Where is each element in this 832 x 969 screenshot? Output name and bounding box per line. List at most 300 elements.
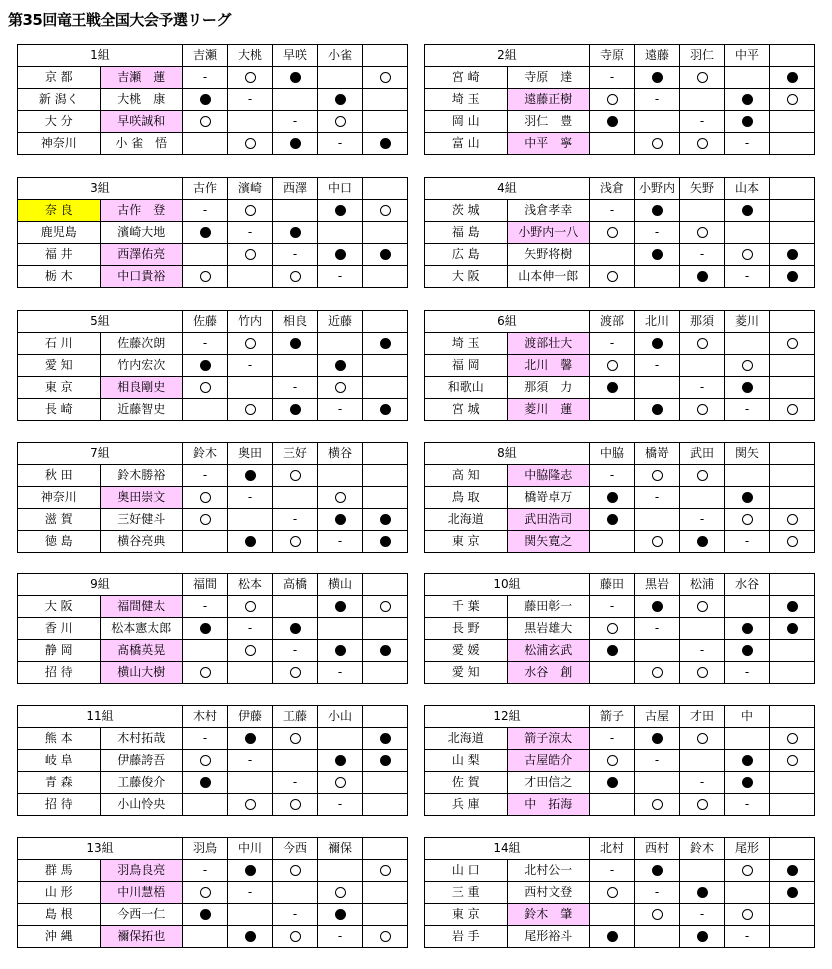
result-cell	[635, 266, 680, 288]
result-cell	[725, 662, 770, 684]
table-row	[18, 860, 408, 882]
player-name-cell: 小野内一八	[507, 222, 590, 244]
result-cell	[273, 662, 318, 684]
player-name-cell: 近藤智史	[100, 399, 183, 421]
group-table	[17, 442, 408, 553]
result-cell	[318, 487, 363, 509]
opponent-header: 古作	[183, 178, 228, 200]
result-cell	[363, 596, 408, 618]
result-cell	[183, 222, 228, 244]
opponent-header: 羽仁	[680, 45, 725, 67]
group-table	[17, 573, 408, 684]
group-table	[17, 705, 408, 816]
group-title: 5組	[18, 311, 183, 333]
result-cell	[590, 244, 635, 266]
result-cell	[635, 465, 680, 487]
opponent-header: 松本	[228, 574, 273, 596]
result-cell	[635, 509, 680, 531]
result-cell	[590, 333, 635, 355]
opponent-header: 寺原	[590, 45, 635, 67]
player-name-cell: 寺原 達	[507, 67, 590, 89]
white-circle-icon	[290, 667, 301, 678]
white-circle-icon	[245, 799, 256, 810]
white-circle-icon	[607, 271, 618, 282]
black-circle-icon	[652, 733, 663, 744]
dash-icon: -	[247, 490, 253, 504]
dash-icon: -	[292, 512, 298, 526]
prefecture-cell: 三 重	[425, 882, 508, 904]
black-circle-icon	[290, 227, 301, 238]
result-cell	[318, 200, 363, 222]
white-circle-icon	[200, 514, 211, 525]
result-cell	[725, 244, 770, 266]
black-circle-icon	[742, 205, 753, 216]
result-cell	[635, 860, 680, 882]
opponent-header: 才田	[680, 706, 725, 728]
white-circle-icon	[742, 865, 753, 876]
white-circle-icon	[742, 249, 753, 260]
result-cell	[635, 222, 680, 244]
result-cell	[183, 133, 228, 155]
player-name-cell: 禰保拓也	[100, 926, 183, 948]
dash-icon: -	[247, 92, 253, 106]
result-cell	[635, 487, 680, 509]
white-circle-icon	[200, 755, 211, 766]
black-circle-icon	[607, 514, 618, 525]
result-cell	[363, 509, 408, 531]
dash-icon: -	[202, 731, 208, 745]
player-name-cell: 山本伸一郎	[507, 266, 590, 288]
player-name-cell: 菱川 蓮	[507, 399, 590, 421]
white-circle-icon	[200, 271, 211, 282]
group-table	[17, 837, 408, 948]
result-cell	[590, 222, 635, 244]
prefecture-cell: 埼 玉	[425, 333, 508, 355]
dash-icon: -	[744, 929, 750, 943]
dash-icon: -	[202, 336, 208, 350]
prefecture-cell: 大 分	[18, 111, 101, 133]
opponent-header: 中脇	[590, 443, 635, 465]
dash-icon: -	[654, 753, 660, 767]
result-cell	[363, 662, 408, 684]
dash-icon: -	[337, 402, 343, 416]
dash-icon: -	[247, 225, 253, 239]
prefecture-cell: 神奈川	[18, 133, 101, 155]
prefecture-cell: 東 京	[18, 377, 101, 399]
result-cell	[680, 266, 725, 288]
result-cell	[228, 904, 273, 926]
result-cell	[318, 926, 363, 948]
header-spacer	[363, 443, 408, 465]
black-circle-icon	[697, 271, 708, 282]
result-cell	[635, 596, 680, 618]
white-circle-icon	[200, 887, 211, 898]
opponent-header: 奥田	[228, 443, 273, 465]
result-cell	[228, 200, 273, 222]
result-cell	[725, 509, 770, 531]
result-cell	[363, 355, 408, 377]
result-cell	[363, 882, 408, 904]
result-cell	[725, 794, 770, 816]
table-row	[425, 200, 815, 222]
white-circle-icon	[787, 755, 798, 766]
result-cell	[228, 772, 273, 794]
result-cell	[770, 377, 815, 399]
result-cell	[363, 222, 408, 244]
dash-icon: -	[202, 468, 208, 482]
result-cell	[318, 222, 363, 244]
black-circle-icon	[652, 249, 663, 260]
result-cell	[228, 222, 273, 244]
dash-icon: -	[609, 70, 615, 84]
opponent-header: 那須	[680, 311, 725, 333]
result-cell	[228, 509, 273, 531]
opponent-header: 北川	[635, 311, 680, 333]
result-cell	[680, 355, 725, 377]
black-circle-icon	[245, 733, 256, 744]
prefecture-cell: 埼 玉	[425, 89, 508, 111]
table-row	[18, 89, 408, 111]
result-cell	[725, 355, 770, 377]
black-circle-icon	[200, 94, 211, 105]
dash-icon: -	[337, 269, 343, 283]
white-circle-icon	[787, 514, 798, 525]
white-circle-icon	[245, 601, 256, 612]
dash-icon: -	[292, 380, 298, 394]
result-cell	[318, 772, 363, 794]
opponent-header: 中口	[318, 178, 363, 200]
dash-icon: -	[609, 731, 615, 745]
header-spacer	[363, 45, 408, 67]
white-circle-icon	[290, 931, 301, 942]
dash-icon: -	[247, 753, 253, 767]
result-cell	[228, 926, 273, 948]
dash-icon: -	[744, 136, 750, 150]
result-cell	[725, 333, 770, 355]
result-cell	[273, 377, 318, 399]
white-circle-icon	[742, 909, 753, 920]
table-row	[425, 531, 815, 553]
result-cell	[770, 399, 815, 421]
black-circle-icon	[335, 94, 346, 105]
header-spacer	[363, 311, 408, 333]
opponent-header: 西村	[635, 838, 680, 860]
table-row	[425, 399, 815, 421]
table-row	[425, 333, 815, 355]
prefecture-cell: 鹿児島	[18, 222, 101, 244]
group-title: 9組	[18, 574, 183, 596]
dash-icon: -	[337, 665, 343, 679]
result-cell	[635, 772, 680, 794]
result-cell	[680, 794, 725, 816]
result-cell	[725, 596, 770, 618]
result-cell	[183, 794, 228, 816]
white-circle-icon	[335, 116, 346, 127]
header-spacer	[363, 838, 408, 860]
result-cell	[183, 640, 228, 662]
white-circle-icon	[607, 360, 618, 371]
player-name-cell: 工藤俊介	[100, 772, 183, 794]
result-cell	[183, 509, 228, 531]
result-cell	[635, 133, 680, 155]
player-name-cell: 鈴木勝裕	[100, 465, 183, 487]
opponent-header: 鈴木	[183, 443, 228, 465]
result-cell	[273, 200, 318, 222]
dash-icon: -	[337, 534, 343, 548]
player-name-cell: 藤田彰一	[507, 596, 590, 618]
table-row	[18, 200, 408, 222]
group-title: 14組	[425, 838, 590, 860]
result-cell	[725, 882, 770, 904]
black-circle-icon	[290, 72, 301, 83]
player-name-cell: 中 拓海	[507, 794, 590, 816]
group-table	[424, 573, 815, 684]
table-row	[18, 926, 408, 948]
result-cell	[318, 728, 363, 750]
opponent-header: 中	[725, 706, 770, 728]
table-row	[18, 487, 408, 509]
result-cell	[183, 333, 228, 355]
white-circle-icon	[787, 733, 798, 744]
white-circle-icon	[245, 338, 256, 349]
player-name-cell: 鈴木 肇	[507, 904, 590, 926]
table-row	[18, 333, 408, 355]
black-circle-icon	[245, 931, 256, 942]
group-header-row	[425, 178, 815, 200]
group-header-row	[425, 311, 815, 333]
dash-icon: -	[699, 512, 705, 526]
result-cell	[273, 772, 318, 794]
opponent-header: 古屋	[635, 706, 680, 728]
result-cell	[635, 200, 680, 222]
black-circle-icon	[652, 865, 663, 876]
header-spacer	[770, 178, 815, 200]
result-cell	[770, 355, 815, 377]
opponent-header: 渡部	[590, 311, 635, 333]
dash-icon: -	[292, 643, 298, 657]
result-cell	[363, 111, 408, 133]
white-circle-icon	[335, 382, 346, 393]
result-cell	[183, 67, 228, 89]
result-cell	[590, 133, 635, 155]
result-cell	[590, 487, 635, 509]
prefecture-cell: 福 岡	[425, 355, 508, 377]
table-row	[425, 750, 815, 772]
black-circle-icon	[380, 536, 391, 547]
result-cell	[770, 133, 815, 155]
black-circle-icon	[742, 645, 753, 656]
black-circle-icon	[787, 865, 798, 876]
white-circle-icon	[787, 536, 798, 547]
dash-icon: -	[744, 269, 750, 283]
dash-icon: -	[202, 203, 208, 217]
result-cell	[680, 133, 725, 155]
result-cell	[590, 860, 635, 882]
result-cell	[725, 926, 770, 948]
dash-icon: -	[744, 797, 750, 811]
prefecture-cell: 富 山	[425, 133, 508, 155]
black-circle-icon	[380, 755, 391, 766]
result-cell	[590, 377, 635, 399]
table-row	[18, 355, 408, 377]
group-table	[424, 44, 815, 155]
group-table	[17, 177, 408, 288]
result-cell	[363, 904, 408, 926]
prefecture-cell: 長 崎	[18, 399, 101, 421]
white-circle-icon	[697, 733, 708, 744]
player-name-cell: 松浦玄武	[507, 640, 590, 662]
white-circle-icon	[697, 470, 708, 481]
player-name-cell: 遠藤正樹	[507, 89, 590, 111]
result-cell	[228, 355, 273, 377]
header-spacer	[363, 574, 408, 596]
result-cell	[363, 640, 408, 662]
white-circle-icon	[245, 645, 256, 656]
opponent-header: 水谷	[725, 574, 770, 596]
white-circle-icon	[245, 72, 256, 83]
table-row	[425, 640, 815, 662]
group-table	[17, 44, 408, 155]
result-cell	[635, 750, 680, 772]
result-cell	[273, 794, 318, 816]
group-table	[424, 177, 815, 288]
opponent-header: 小野内	[635, 178, 680, 200]
opponent-header: 濱崎	[228, 178, 273, 200]
result-cell	[273, 111, 318, 133]
result-cell	[363, 794, 408, 816]
result-cell	[318, 111, 363, 133]
dash-icon: -	[744, 665, 750, 679]
prefecture-cell: 岡 山	[425, 111, 508, 133]
result-cell	[183, 200, 228, 222]
white-circle-icon	[380, 72, 391, 83]
table-row	[425, 222, 815, 244]
result-cell	[318, 465, 363, 487]
prefecture-cell: 招 待	[18, 794, 101, 816]
prefecture-cell: 広 島	[425, 244, 508, 266]
result-cell	[318, 531, 363, 553]
result-cell	[228, 89, 273, 111]
result-cell	[273, 750, 318, 772]
white-circle-icon	[290, 536, 301, 547]
black-circle-icon	[335, 360, 346, 371]
player-name-cell: 北川 馨	[507, 355, 590, 377]
result-cell	[770, 465, 815, 487]
result-cell	[770, 200, 815, 222]
result-cell	[318, 904, 363, 926]
table-row	[425, 266, 815, 288]
player-name-cell: 箭子涼太	[507, 728, 590, 750]
group-title: 8組	[425, 443, 590, 465]
result-cell	[680, 662, 725, 684]
result-cell	[725, 111, 770, 133]
opponent-header: 菱川	[725, 311, 770, 333]
white-circle-icon	[290, 271, 301, 282]
opponent-header: 相良	[273, 311, 318, 333]
dash-icon: -	[337, 136, 343, 150]
result-cell	[725, 222, 770, 244]
white-circle-icon	[200, 116, 211, 127]
white-circle-icon	[697, 667, 708, 678]
black-circle-icon	[787, 623, 798, 634]
white-circle-icon	[787, 94, 798, 105]
result-cell	[590, 772, 635, 794]
group-header-row	[18, 574, 408, 596]
result-cell	[273, 531, 318, 553]
opponent-header: 佐藤	[183, 311, 228, 333]
white-circle-icon	[380, 931, 391, 942]
table-row	[425, 772, 815, 794]
result-cell	[273, 640, 318, 662]
dash-icon: -	[699, 114, 705, 128]
result-cell	[318, 399, 363, 421]
result-cell	[770, 222, 815, 244]
result-cell	[228, 882, 273, 904]
player-name-cell: 羽鳥良亮	[100, 860, 183, 882]
result-cell	[318, 750, 363, 772]
result-cell	[363, 465, 408, 487]
result-cell	[228, 377, 273, 399]
group-table	[17, 310, 408, 421]
result-cell	[273, 596, 318, 618]
prefecture-cell: 香 川	[18, 618, 101, 640]
result-cell	[183, 926, 228, 948]
opponent-header: 早咲	[273, 45, 318, 67]
table-row	[425, 794, 815, 816]
player-name-cell: 中口貴裕	[100, 266, 183, 288]
result-cell	[228, 662, 273, 684]
prefecture-cell: 徳 島	[18, 531, 101, 553]
prefecture-cell: 静 岡	[18, 640, 101, 662]
table-row	[425, 355, 815, 377]
result-cell	[183, 89, 228, 111]
prefecture-cell: 岩 手	[425, 926, 508, 948]
group-table	[424, 837, 815, 948]
result-cell	[770, 904, 815, 926]
player-name-cell: 浅倉孝幸	[507, 200, 590, 222]
group-table	[424, 705, 815, 816]
result-cell	[273, 465, 318, 487]
black-circle-icon	[607, 382, 618, 393]
result-cell	[183, 111, 228, 133]
black-circle-icon	[200, 909, 211, 920]
group-title: 1組	[18, 45, 183, 67]
dash-icon: -	[609, 863, 615, 877]
result-cell	[725, 487, 770, 509]
header-spacer	[770, 45, 815, 67]
dash-icon: -	[247, 621, 253, 635]
result-cell	[273, 399, 318, 421]
result-cell	[770, 728, 815, 750]
result-cell	[273, 266, 318, 288]
group-title: 7組	[18, 443, 183, 465]
header-spacer	[770, 706, 815, 728]
group-header-row	[425, 574, 815, 596]
opponent-header: 大桃	[228, 45, 273, 67]
table-row	[18, 772, 408, 794]
result-cell	[228, 266, 273, 288]
result-cell	[363, 860, 408, 882]
result-cell	[228, 860, 273, 882]
opponent-header: 北村	[590, 838, 635, 860]
opponent-header: 矢野	[680, 178, 725, 200]
result-cell	[770, 772, 815, 794]
opponent-header: 西澤	[273, 178, 318, 200]
black-circle-icon	[335, 205, 346, 216]
prefecture-cell: 福 井	[18, 244, 101, 266]
result-cell	[228, 399, 273, 421]
black-circle-icon	[200, 227, 211, 238]
